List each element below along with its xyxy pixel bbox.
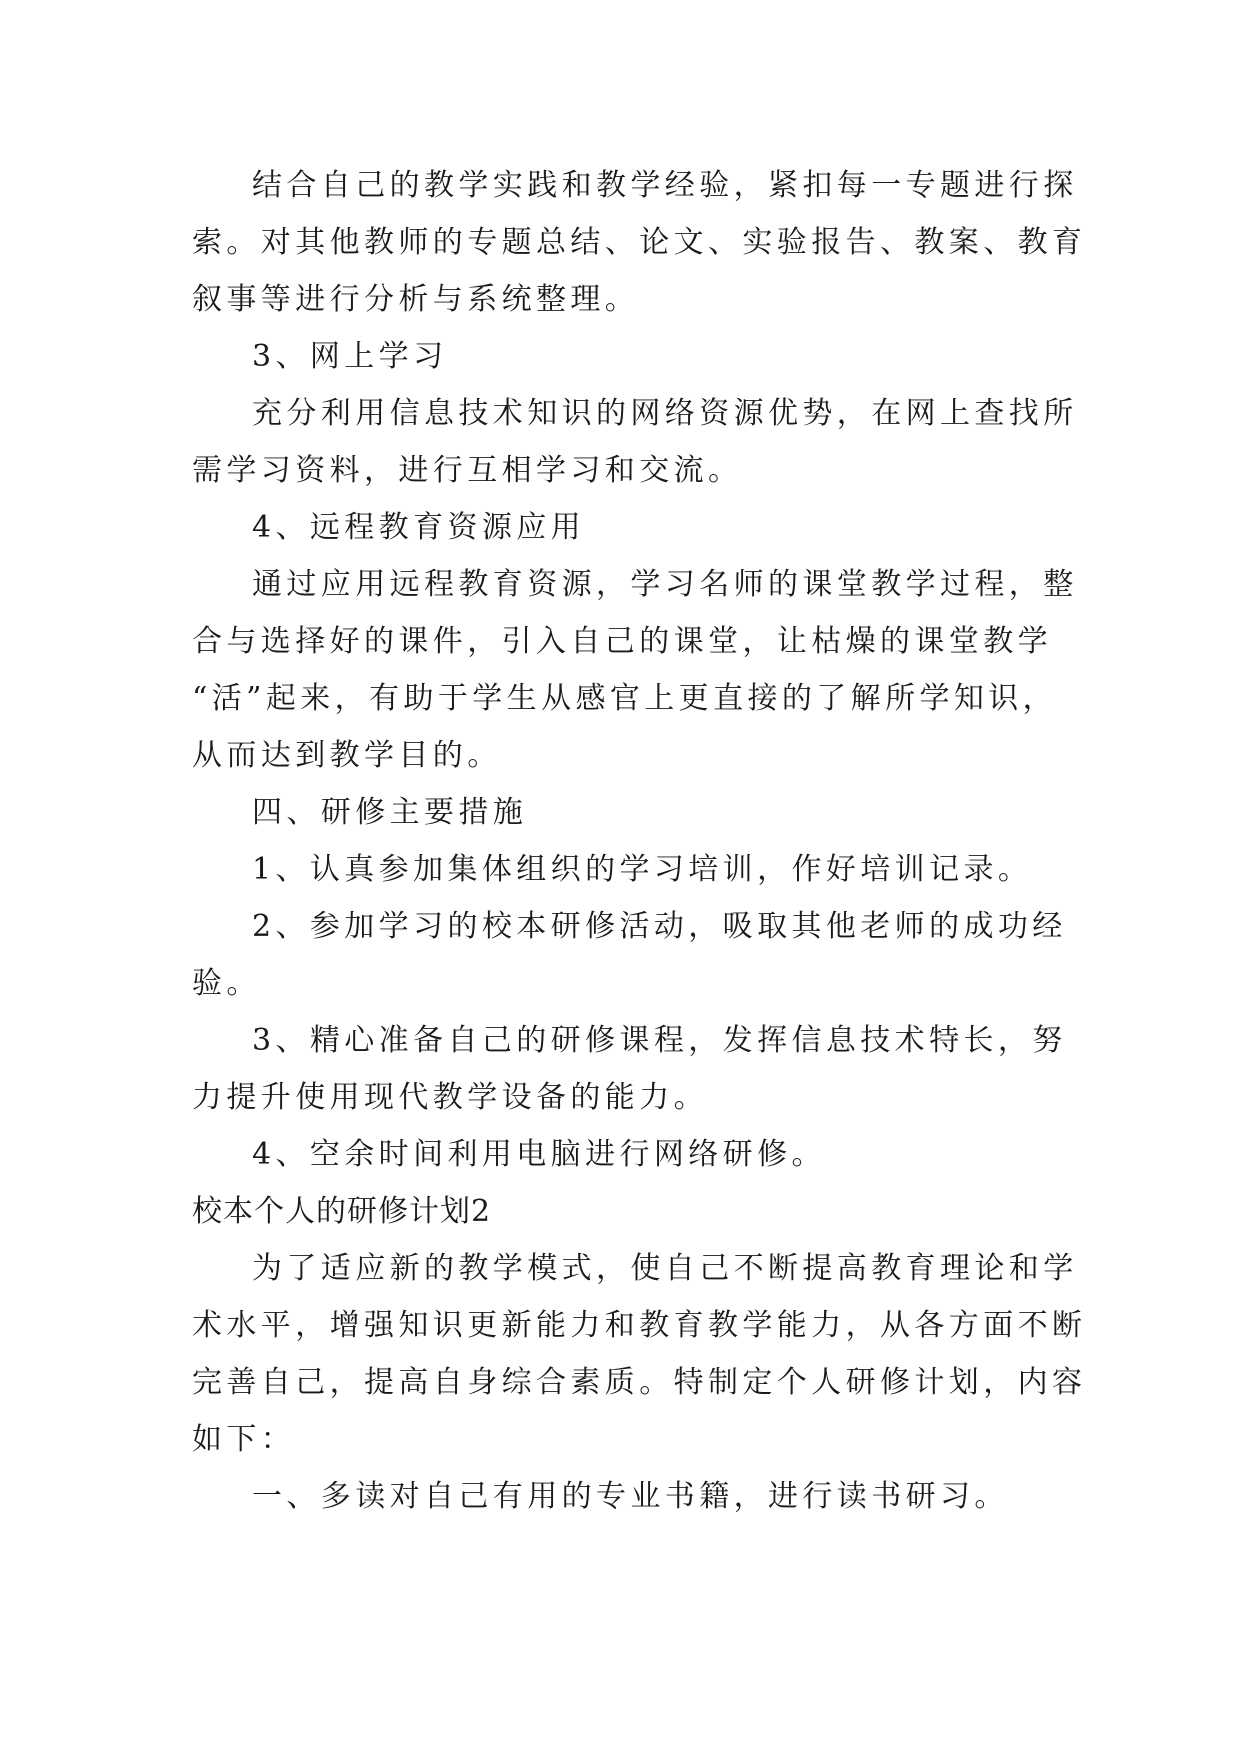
paragraph-line: 如下： (192, 1422, 296, 1457)
list-item: 2、参加学习的校本研修活动，吸取其他老师的成功经 (252, 909, 1067, 944)
paragraph-line: 充分利用信息技术知识的网络资源优势，在网上查找所 (252, 396, 1078, 431)
section-heading: 一、多读对自己有用的专业书籍，进行读书研习。 (252, 1479, 1009, 1514)
paragraph-line: 完善自己，提高自身综合素质。特制定个人研修计划，内容 (192, 1365, 1087, 1400)
paragraph-line: 结合自己的教学实践和教学经验，紧扣每一专题进行探 (252, 168, 1078, 203)
paragraph-line: 为了适应新的教学模式，使自己不断提高教育理论和学 (252, 1251, 1078, 1286)
paragraph-line: 索。对其他教师的专题总结、论文、实验报告、教案、教育 (192, 225, 1087, 260)
list-item: 1、认真参加集体组织的学习培训，作好培训记录。 (252, 852, 1033, 887)
list-item: 3、精心准备自己的研修课程，发挥信息技术特长，努 (252, 1023, 1067, 1058)
section-subheading: 3、网上学习 (252, 339, 448, 374)
paragraph-line: “活”起来，有助于学生从感官上更直接的了解所学知识， (192, 681, 1058, 716)
section-heading: 四、研修主要措施 (252, 795, 528, 830)
paragraph-line: 叙事等进行分析与系统整理。 (192, 282, 640, 317)
paragraph-line: 术水平，增强知识更新能力和教育教学能力，从各方面不断 (192, 1308, 1087, 1343)
paragraph-line: 通过应用远程教育资源，学习名师的课堂教学过程，整 (252, 567, 1078, 602)
paragraph-line: 合与选择好的课件，引入自己的课堂，让枯燥的课堂教学 (192, 624, 1052, 659)
section-subheading: 4、远程教育资源应用 (252, 510, 586, 545)
paragraph-line: 需学习资料，进行互相学习和交流。 (192, 453, 743, 488)
document-title: 校本个人的研修计划2 (192, 1194, 492, 1229)
list-item: 4、空余时间利用电脑进行网络研修。 (252, 1137, 826, 1172)
list-item-continuation: 验。 (192, 966, 261, 1001)
paragraph-line: 从而达到教学目的。 (192, 738, 502, 773)
list-item-continuation: 力提升使用现代教学设备的能力。 (192, 1080, 708, 1115)
